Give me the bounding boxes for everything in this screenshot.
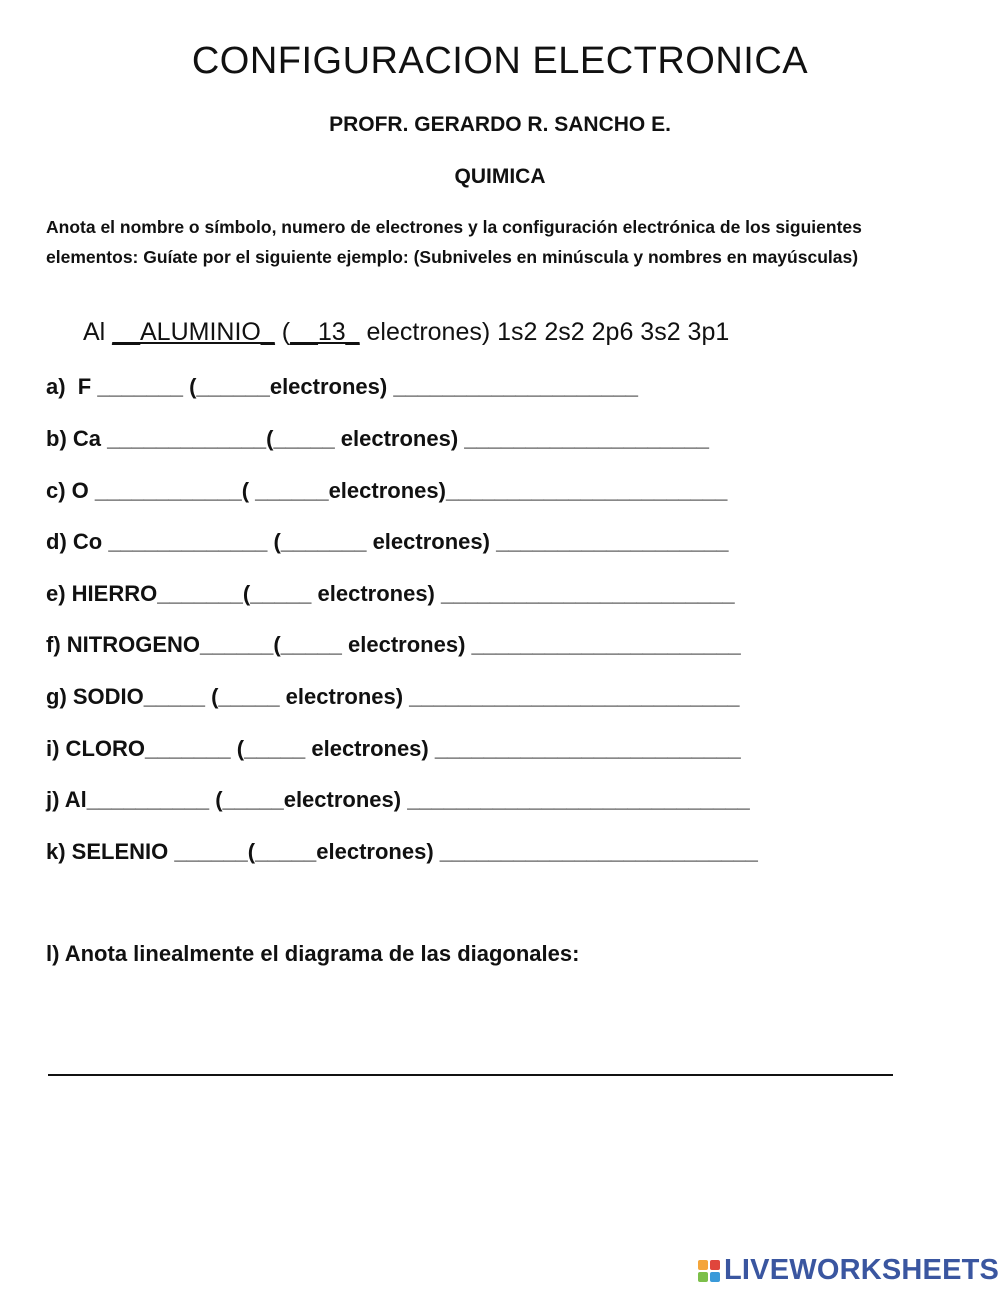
logo-square-icon — [710, 1272, 720, 1282]
example-paren: ( — [274, 318, 291, 346]
exercise-item-c[interactable]: c) O ____________( ______electrones)_______________________ — [46, 478, 728, 503]
exercise-item-e[interactable]: e) HIERRO_______(_____ electrones) ________________________ — [46, 581, 735, 606]
exercise-item-f[interactable]: f) NITROGENO______(_____ electrones) ______________________ — [46, 632, 741, 657]
example-symbol: Al — [83, 318, 113, 346]
exercise-item-i[interactable]: i) CLORO_______ (_____ electrones) _________________________ — [46, 736, 741, 761]
example-config: electrones) 1s2 2s2 2p6 3s2 3p1 — [359, 318, 730, 346]
page-title: CONFIGURACION ELECTRONICA — [191, 40, 809, 82]
logo-square-icon — [698, 1260, 708, 1270]
example-name: __ALUMINIO_ — [112, 318, 275, 346]
example-line — [83, 318, 729, 347]
logo-square-icon — [710, 1260, 720, 1270]
exercise-item-a[interactable]: a) F _______ (______electrones) ____________________ — [46, 374, 639, 399]
instructions-text: Anota el nombre o símbolo, numero de electrones y la configuración electrónica de los siguientes elementos: Guíate por el siguiente ejemplo: (Subniveles en minúscula y nombres en mayúsculas) — [46, 217, 862, 267]
logo-text: LIVEWORKSHEETS — [724, 1254, 1000, 1286]
exercise-item-k[interactable]: k) SELENIO ______(_____electrones) __________________________ — [46, 839, 758, 864]
logo-square-icon — [698, 1272, 708, 1282]
answer-line[interactable] — [48, 1074, 893, 1076]
author-name: PROFR. GERARDO R. SANCHO E. — [329, 113, 671, 136]
final-question: l) Anota linealmente el diagrama de las diagonales: — [46, 941, 580, 966]
example-count: __13_ — [290, 318, 360, 346]
subject-label: QUIMICA — [454, 165, 546, 188]
exercise-item-d[interactable]: d) Co _____________ (_______ electrones) ___________________ — [46, 529, 729, 554]
liveworksheets-logo — [698, 1254, 999, 1287]
exercise-item-g[interactable]: g) SODIO_____ (_____ electrones) ___________________________ — [46, 684, 740, 709]
exercise-item-j[interactable]: j) Al__________ (_____electrones) ____________________________ — [46, 787, 750, 812]
exercise-item-b[interactable]: b) Ca _____________(_____ electrones) ____________________ — [46, 426, 709, 451]
logo-mark-icon — [698, 1260, 720, 1282]
